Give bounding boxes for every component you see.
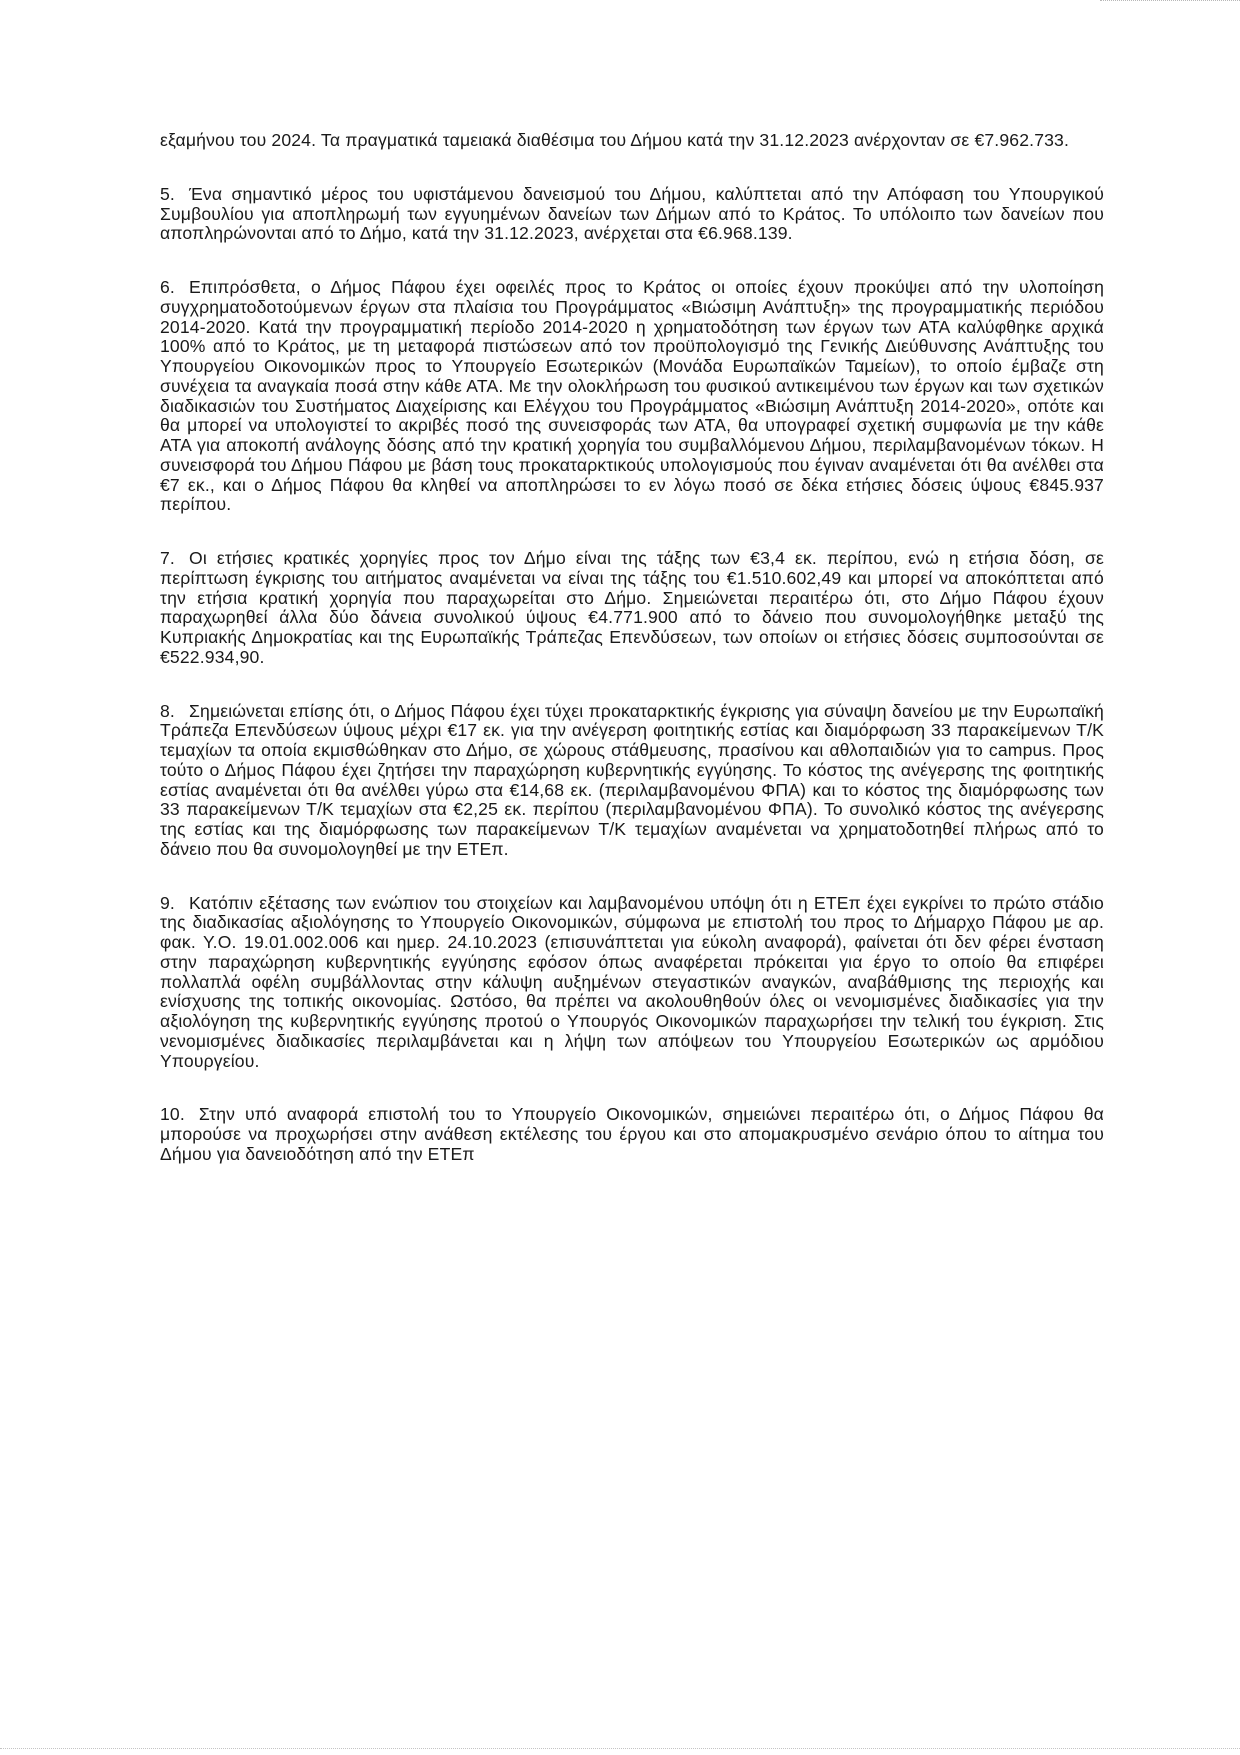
paragraph-7 <box>160 549 1104 668</box>
paragraph-text: Κατόπιν εξέτασης των ενώπιον του στοιχείων και λαμβανομένου υπόψη ότι η ΕΤΕπ έχει εγκρίνει το πρώτο στάδιο της διαδικασίας αξιολόγησης το Υπουργείο Οικονομικών, σύμφωνα με επιστολή του προς το Δήμαρχο Πάφου με αρ. φακ. Υ.Ο. 19.01.002.006 και ημερ. 24.10.2023 (επισυνάπτεται για εύκολη αναφορά), φαίνεται ότι δεν φέρει ένσταση στην παραχώρηση κυβερνητικής εγγύησης εφόσον όπως αναφέρεται πρόκειται για έργο το οποίο θα επιφέρει πολλαπλά οφέλη συμβάλλοντας στην κάλυψη αυξημένων στεγαστικών αναγκών, αναβάθμισης της περιοχής και ενίσχυσης της τοπικής οικονομίας. Ωστόσο, θα πρέπει να ακολουθηθούν όλες οι νενομισμένες διαδικασίες για την αξιολόγηση της κυβερνητικής εγγύησης προτού ο Υπουργός Οικονομικών παραχωρήσει την τελική του έγκριση. Στις νενομισμένες διαδικασίες περιλαμβάνεται και η λήψη των απόψεων του Υπουργείου Εσωτερικών ως αρμόδιου Υπουργείου. <box>160 892 1104 1071</box>
paragraph-number: 9. <box>160 892 175 913</box>
paragraph-number: 5. <box>160 183 175 204</box>
paragraph-text: Επιπρόσθετα, ο Δήμος Πάφου έχει οφειλές προς το Κράτος οι οποίες έχουν προκύψει από την υλοποίηση συγχρηματοδοτούμενων έργων στα πλαίσια του Προγράμματος «Βιώσιμη Ανάπτυξη» της προγραμματικής περιόδου 2014-2020. Κατά την προγραμματική περίοδο 2014-2020 η χρηματοδότηση των έργων των ΑΤΑ καλύφθηκε αρχικά 100% από το Κράτος, με τη μεταφορά πιστώσεων από τον προϋπολογισμό της Γενικής Διεύθυνσης Ανάπτυξης του Υπουργείου Οικονομικών προς το Υπουργείο Εσωτερικών (Μονάδα Ευρωπαϊκών Ταμείων), το οποίο έμβαζε στη συνέχεια τα αναγκαία ποσά στην κάθε ΑΤΑ. Με την ολοκλήρωση του φυσικού αντικειμένου των έργων και των σχετικών διαδικασιών του Συστήματος Διαχείρισης και Ελέγχου του Προγράμματος «Βιώσιμη Ανάπτυξη 2014-2020», οπότε και θα μπορεί να υπολογιστεί το ακριβές ποσό της συνεισφοράς των ΑΤΑ, θα υπογραφεί σχετική συμφωνία με την κάθε ΑΤΑ για αποκοπή ανάλογης δόσης από την κρατική χορηγία του συμβαλλόμενου Δήμου, περιλαμβανομένων τόκων. Η συνεισφορά του Δήμου Πάφου με βάση τους προκαταρκτικούς υπολογισμούς που έγιναν αναμένεται ότι θα ανέλθει στα €7 εκ., και ο Δήμος Πάφου θα κληθεί να αποπληρώσει το εν λόγω ποσό σε δέκα ετήσιες δόσεις ύψους €845.937 περίπου. <box>160 277 1104 515</box>
paragraph-number: 7. <box>160 548 175 568</box>
paragraph-text: Ένα σημαντικό μέρος του υφιστάμενου δανεισμού του Δήμου, καλύπτεται από την Απόφαση του Υπουργικού Συμβουλίου για αποπληρωμή των εγγυημένων δανείων των Δήμων από το Κράτος. Το υπόλοιπο των δανείων που αποπληρώνονται από το Δήμο, κατά την 31.12.2023, ανέρχεται στα €6.968.139. <box>160 183 1104 244</box>
paragraph-text: Στην υπό αναφορά επιστολή του το Υπουργείο Οικονομικών, σημειώνει περαιτέρω ότι, ο Δήμος Πάφου θα μπορούσε να προχωρήσει στην ανάθεση εκτέλεσης του έργου και στο απομακρυσμένο σενάριο όπου το αίτημα του Δήμου για δανειοδότηση από την ΕΤΕπ <box>160 1104 1104 1164</box>
document-body <box>160 131 1104 1199</box>
paragraph-9 <box>160 894 1104 1072</box>
paragraph-10 <box>160 1105 1104 1164</box>
paragraph-text: Οι ετήσιες κρατικές χορηγίες προς τον Δήμο είναι της τάξης των €3,4 εκ. περίπου, ενώ η ετήσια δόση, σε περίπτωση έγκρισης του αιτήματος αναμένεται να είναι της τάξης του €1.510.602,49 και μπορεί να αποκόπτεται από την ετήσια κρατική χορηγία που παραχωρείται στο Δήμο. Σημειώνεται περαιτέρω ότι, στο Δήμο Πάφου έχουν παραχωρηθεί άλλα δύο δάνεια συνολικού ύψους €4.771.900 από το δάνειο που συνομολογήθηκε μεταξύ της Κυπριακής Δημοκρατίας και της Ευρωπαϊκής Τράπεζας Επενδύσεων, των οποίων οι ετήσιες δόσεις συμποσούνται σε €522.934,90. <box>160 548 1104 667</box>
paragraph-6 <box>160 278 1104 515</box>
paragraph-8 <box>160 702 1104 860</box>
scan-bottom-edge <box>0 1748 1240 1749</box>
paragraph-number: 6. <box>160 277 175 297</box>
paragraph-number: 10. <box>160 1104 185 1125</box>
paragraph-5 <box>160 185 1104 244</box>
paragraph-number: 8. <box>160 700 175 721</box>
scan-edge-mark <box>1100 0 1240 1</box>
paragraph-text: εξαμήνου του 2024. Τα πραγματικά ταμειακά διαθέσιμα του Δήμου κατά την 31.12.2023 ανέρχονταν σε €7.962.733. <box>160 130 1070 150</box>
paragraph-continuation <box>160 131 1104 151</box>
paragraph-text: Σημειώνεται επίσης ότι, ο Δήμος Πάφου έχει τύχει προκαταρκτικής έγκρισης για σύναψη δανείου με την Ευρωπαϊκή Τράπεζα Επενδύσεων ύψους μέχρι €17 εκ. για την ανέγερση φοιτητικής εστίας και διαμόρφωση 33 παρακείμενων Τ/Κ τεμαχίων τα οποία εκμισθώθηκαν στο Δήμο, σε χώρους στάθμευσης, πρασίνου και αθλοπαιδιών για το campus. Προς τούτο ο Δήμος Πάφου έχει ζητήσει την παραχώρηση κυβερνητικής εγγύησης. Το κόστος της ανέγερσης της φοιτητικής εστίας αναμένεται ότι θα ανέλθει γύρω στα €14,68 εκ. (περιλαμβανομένου ΦΠΑ) και το κόστος της διαμόρφωσης των 33 παρακείμενων Τ/Κ τεμαχίων στα €2,25 εκ. περίπου (περιλαμβανομένου ΦΠΑ). Το συνολικό κόστος της ανέγερσης της εστίας και της διαμόρφωσης των παρακείμενων Τ/Κ τεμαχίων αναμένεται να χρηματοδοτηθεί πλήρως από το δάνειο που θα συνομολογηθεί με την ΕΤΕπ. <box>160 700 1104 859</box>
